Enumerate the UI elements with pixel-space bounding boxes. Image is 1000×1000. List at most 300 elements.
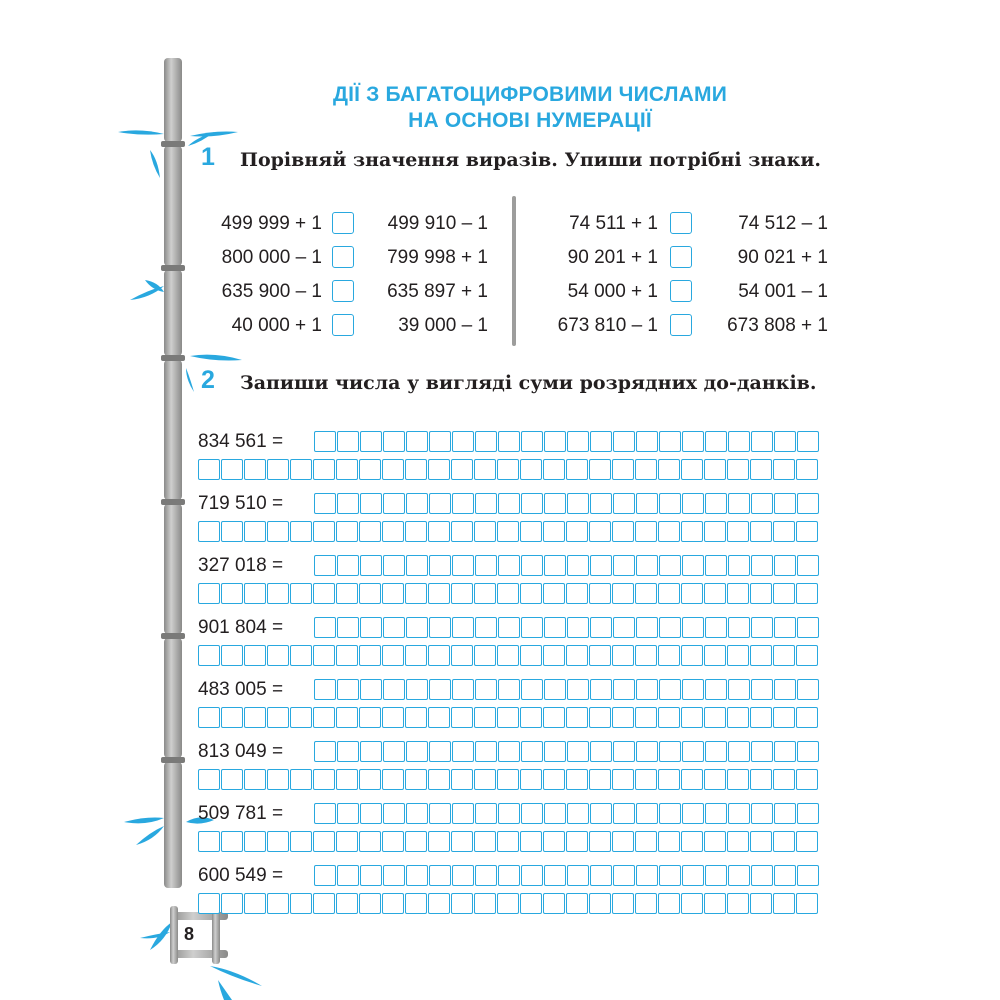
grid-cell[interactable] [544, 741, 566, 762]
grid-cell[interactable] [244, 583, 266, 604]
grid-cell[interactable] [451, 769, 473, 790]
grid-cell[interactable] [221, 459, 243, 480]
grid-cell[interactable] [567, 679, 589, 700]
grid-cell[interactable] [406, 741, 428, 762]
grid-cell[interactable] [544, 555, 566, 576]
grid-cell[interactable] [313, 769, 335, 790]
sign-answer-box[interactable] [670, 212, 692, 234]
grid-cell[interactable] [497, 769, 519, 790]
grid-cell[interactable] [429, 741, 451, 762]
grid-cell[interactable] [796, 459, 818, 480]
grid-cell[interactable] [589, 459, 611, 480]
grid-cell[interactable] [704, 521, 726, 542]
grid-cell[interactable] [497, 831, 519, 852]
grid-cell[interactable] [659, 865, 681, 886]
grid-cell[interactable] [314, 741, 336, 762]
grid-cell[interactable] [267, 459, 289, 480]
grid-cell[interactable] [796, 707, 818, 728]
grid-cell[interactable] [221, 583, 243, 604]
grid-cell[interactable] [544, 803, 566, 824]
grid-cell[interactable] [705, 741, 727, 762]
grid-cell[interactable] [543, 769, 565, 790]
grid-cell[interactable] [244, 769, 266, 790]
grid-cell[interactable] [774, 493, 796, 514]
grid-cell[interactable] [728, 493, 750, 514]
grid-cell[interactable] [728, 431, 750, 452]
grid-cell[interactable] [406, 617, 428, 638]
grid-cell[interactable] [520, 831, 542, 852]
grid-cell[interactable] [774, 555, 796, 576]
grid-cell[interactable] [359, 707, 381, 728]
grid-cell[interactable] [797, 865, 819, 886]
grid-cell[interactable] [360, 803, 382, 824]
grid-cell[interactable] [705, 679, 727, 700]
grid-cell[interactable] [566, 893, 588, 914]
grid-cell[interactable] [635, 583, 657, 604]
grid-cell[interactable] [429, 431, 451, 452]
grid-cell[interactable] [428, 707, 450, 728]
grid-cell[interactable] [727, 459, 749, 480]
grid-cell[interactable] [244, 521, 266, 542]
grid-cell[interactable] [773, 645, 795, 666]
grid-cell[interactable] [796, 831, 818, 852]
grid-cell[interactable] [290, 831, 312, 852]
grid-cell[interactable] [498, 493, 520, 514]
grid-cell[interactable] [727, 893, 749, 914]
grid-cell[interactable] [498, 679, 520, 700]
grid-cell[interactable] [704, 583, 726, 604]
answer-grid-row[interactable] [198, 831, 819, 852]
grid-cell[interactable] [566, 521, 588, 542]
grid-cell[interactable] [566, 769, 588, 790]
grid-cell[interactable] [452, 679, 474, 700]
grid-cell[interactable] [360, 679, 382, 700]
grid-cell[interactable] [359, 521, 381, 542]
answer-grid-row[interactable] [314, 679, 820, 700]
answer-grid-row[interactable] [314, 617, 820, 638]
grid-cell[interactable] [567, 741, 589, 762]
grid-cell[interactable] [797, 679, 819, 700]
sign-answer-box[interactable] [670, 314, 692, 336]
grid-cell[interactable] [750, 831, 772, 852]
grid-cell[interactable] [290, 521, 312, 542]
grid-cell[interactable] [290, 707, 312, 728]
grid-cell[interactable] [244, 459, 266, 480]
grid-cell[interactable] [635, 459, 657, 480]
grid-cell[interactable] [475, 431, 497, 452]
grid-cell[interactable] [682, 617, 704, 638]
grid-cell[interactable] [336, 645, 358, 666]
grid-cell[interactable] [544, 493, 566, 514]
grid-cell[interactable] [337, 741, 359, 762]
grid-cell[interactable] [498, 617, 520, 638]
grid-cell[interactable] [383, 865, 405, 886]
grid-cell[interactable] [428, 645, 450, 666]
grid-cell[interactable] [198, 521, 220, 542]
grid-cell[interactable] [727, 707, 749, 728]
grid-cell[interactable] [613, 617, 635, 638]
grid-cell[interactable] [566, 831, 588, 852]
grid-cell[interactable] [313, 707, 335, 728]
grid-cell[interactable] [267, 645, 289, 666]
grid-cell[interactable] [636, 555, 658, 576]
grid-cell[interactable] [727, 645, 749, 666]
grid-cell[interactable] [497, 521, 519, 542]
grid-cell[interactable] [589, 769, 611, 790]
grid-cell[interactable] [750, 707, 772, 728]
sign-answer-box[interactable] [670, 246, 692, 268]
grid-cell[interactable] [590, 865, 612, 886]
grid-cell[interactable] [636, 741, 658, 762]
grid-cell[interactable] [796, 645, 818, 666]
grid-cell[interactable] [498, 865, 520, 886]
grid-cell[interactable] [521, 555, 543, 576]
grid-cell[interactable] [544, 679, 566, 700]
grid-cell[interactable] [613, 679, 635, 700]
grid-cell[interactable] [451, 645, 473, 666]
grid-cell[interactable] [475, 493, 497, 514]
grid-cell[interactable] [314, 555, 336, 576]
grid-cell[interactable] [658, 645, 680, 666]
grid-cell[interactable] [589, 645, 611, 666]
grid-cell[interactable] [612, 459, 634, 480]
grid-cell[interactable] [590, 679, 612, 700]
grid-cell[interactable] [612, 521, 634, 542]
grid-cell[interactable] [728, 865, 750, 886]
grid-cell[interactable] [590, 431, 612, 452]
grid-cell[interactable] [497, 459, 519, 480]
grid-cell[interactable] [705, 803, 727, 824]
grid-cell[interactable] [267, 831, 289, 852]
grid-cell[interactable] [635, 769, 657, 790]
grid-cell[interactable] [452, 493, 474, 514]
grid-cell[interactable] [682, 431, 704, 452]
grid-cell[interactable] [359, 645, 381, 666]
grid-cell[interactable] [405, 831, 427, 852]
grid-cell[interactable] [520, 459, 542, 480]
grid-cell[interactable] [451, 521, 473, 542]
grid-cell[interactable] [659, 803, 681, 824]
grid-cell[interactable] [682, 493, 704, 514]
grid-cell[interactable] [475, 679, 497, 700]
grid-cell[interactable] [704, 645, 726, 666]
grid-cell[interactable] [567, 493, 589, 514]
grid-cell[interactable] [198, 645, 220, 666]
grid-cell[interactable] [612, 645, 634, 666]
grid-cell[interactable] [590, 493, 612, 514]
grid-cell[interactable] [405, 645, 427, 666]
grid-cell[interactable] [544, 431, 566, 452]
grid-cell[interactable] [613, 493, 635, 514]
grid-cell[interactable] [383, 617, 405, 638]
grid-cell[interactable] [521, 431, 543, 452]
grid-cell[interactable] [797, 493, 819, 514]
grid-cell[interactable] [429, 493, 451, 514]
grid-cell[interactable] [681, 769, 703, 790]
grid-cell[interactable] [704, 893, 726, 914]
grid-cell[interactable] [474, 893, 496, 914]
grid-cell[interactable] [474, 459, 496, 480]
grid-cell[interactable] [705, 865, 727, 886]
grid-cell[interactable] [359, 893, 381, 914]
grid-cell[interactable] [198, 707, 220, 728]
grid-cell[interactable] [382, 893, 404, 914]
grid-cell[interactable] [198, 769, 220, 790]
grid-cell[interactable] [267, 521, 289, 542]
grid-cell[interactable] [451, 459, 473, 480]
grid-cell[interactable] [336, 769, 358, 790]
grid-cell[interactable] [382, 769, 404, 790]
grid-cell[interactable] [797, 803, 819, 824]
grid-cell[interactable] [406, 431, 428, 452]
grid-cell[interactable] [705, 493, 727, 514]
grid-cell[interactable] [498, 555, 520, 576]
grid-cell[interactable] [428, 521, 450, 542]
answer-grid-row[interactable] [314, 741, 820, 762]
grid-cell[interactable] [773, 521, 795, 542]
grid-cell[interactable] [359, 769, 381, 790]
grid-cell[interactable] [750, 521, 772, 542]
grid-cell[interactable] [313, 645, 335, 666]
grid-cell[interactable] [221, 645, 243, 666]
grid-cell[interactable] [405, 893, 427, 914]
grid-cell[interactable] [543, 831, 565, 852]
grid-cell[interactable] [475, 741, 497, 762]
grid-cell[interactable] [497, 645, 519, 666]
grid-cell[interactable] [635, 521, 657, 542]
grid-cell[interactable] [659, 555, 681, 576]
grid-cell[interactable] [543, 707, 565, 728]
grid-cell[interactable] [613, 865, 635, 886]
grid-cell[interactable] [659, 741, 681, 762]
grid-cell[interactable] [336, 521, 358, 542]
grid-cell[interactable] [405, 583, 427, 604]
grid-cell[interactable] [682, 679, 704, 700]
grid-cell[interactable] [474, 707, 496, 728]
grid-cell[interactable] [658, 831, 680, 852]
grid-cell[interactable] [336, 707, 358, 728]
grid-cell[interactable] [475, 617, 497, 638]
grid-cell[interactable] [429, 679, 451, 700]
grid-cell[interactable] [290, 645, 312, 666]
grid-cell[interactable] [474, 769, 496, 790]
grid-cell[interactable] [751, 803, 773, 824]
grid-cell[interactable] [337, 431, 359, 452]
grid-cell[interactable] [406, 803, 428, 824]
grid-cell[interactable] [728, 803, 750, 824]
grid-cell[interactable] [636, 803, 658, 824]
grid-cell[interactable] [750, 583, 772, 604]
grid-cell[interactable] [751, 431, 773, 452]
grid-cell[interactable] [589, 583, 611, 604]
grid-cell[interactable] [796, 769, 818, 790]
grid-cell[interactable] [497, 583, 519, 604]
grid-cell[interactable] [659, 431, 681, 452]
grid-cell[interactable] [520, 583, 542, 604]
grid-cell[interactable] [428, 831, 450, 852]
grid-cell[interactable] [382, 707, 404, 728]
grid-cell[interactable] [636, 865, 658, 886]
grid-cell[interactable] [612, 831, 634, 852]
grid-cell[interactable] [429, 617, 451, 638]
grid-cell[interactable] [359, 459, 381, 480]
grid-cell[interactable] [682, 741, 704, 762]
grid-cell[interactable] [360, 741, 382, 762]
grid-cell[interactable] [773, 769, 795, 790]
sign-answer-box[interactable] [332, 212, 354, 234]
grid-cell[interactable] [751, 865, 773, 886]
grid-cell[interactable] [428, 583, 450, 604]
grid-cell[interactable] [543, 521, 565, 542]
grid-cell[interactable] [497, 707, 519, 728]
grid-cell[interactable] [428, 769, 450, 790]
grid-cell[interactable] [405, 707, 427, 728]
grid-cell[interactable] [428, 459, 450, 480]
grid-cell[interactable] [221, 521, 243, 542]
grid-cell[interactable] [244, 707, 266, 728]
grid-cell[interactable] [750, 459, 772, 480]
grid-cell[interactable] [705, 617, 727, 638]
grid-cell[interactable] [313, 459, 335, 480]
grid-cell[interactable] [314, 679, 336, 700]
grid-cell[interactable] [543, 583, 565, 604]
answer-grid-row[interactable] [198, 521, 819, 542]
grid-cell[interactable] [727, 831, 749, 852]
grid-cell[interactable] [382, 521, 404, 542]
grid-cell[interactable] [658, 583, 680, 604]
grid-cell[interactable] [267, 583, 289, 604]
grid-cell[interactable] [382, 583, 404, 604]
grid-cell[interactable] [704, 459, 726, 480]
grid-cell[interactable] [221, 707, 243, 728]
grid-cell[interactable] [290, 583, 312, 604]
grid-cell[interactable] [682, 555, 704, 576]
grid-cell[interactable] [590, 803, 612, 824]
grid-cell[interactable] [773, 707, 795, 728]
answer-grid-row[interactable] [314, 555, 820, 576]
grid-cell[interactable] [590, 741, 612, 762]
grid-cell[interactable] [636, 431, 658, 452]
grid-cell[interactable] [705, 555, 727, 576]
grid-cell[interactable] [635, 831, 657, 852]
answer-grid-row[interactable] [198, 707, 819, 728]
grid-cell[interactable] [337, 865, 359, 886]
answer-grid-row[interactable] [314, 865, 820, 886]
grid-cell[interactable] [658, 521, 680, 542]
grid-cell[interactable] [751, 679, 773, 700]
grid-cell[interactable] [590, 617, 612, 638]
grid-cell[interactable] [751, 493, 773, 514]
grid-cell[interactable] [728, 617, 750, 638]
grid-cell[interactable] [244, 645, 266, 666]
grid-cell[interactable] [543, 893, 565, 914]
grid-cell[interactable] [383, 741, 405, 762]
grid-cell[interactable] [244, 831, 266, 852]
sign-answer-box[interactable] [332, 314, 354, 336]
grid-cell[interactable] [474, 521, 496, 542]
grid-cell[interactable] [221, 893, 243, 914]
grid-cell[interactable] [797, 555, 819, 576]
grid-cell[interactable] [337, 493, 359, 514]
grid-cell[interactable] [267, 769, 289, 790]
grid-cell[interactable] [314, 493, 336, 514]
grid-cell[interactable] [681, 459, 703, 480]
grid-cell[interactable] [544, 617, 566, 638]
grid-cell[interactable] [314, 803, 336, 824]
grid-cell[interactable] [405, 459, 427, 480]
grid-cell[interactable] [589, 707, 611, 728]
grid-cell[interactable] [337, 617, 359, 638]
grid-cell[interactable] [314, 617, 336, 638]
grid-cell[interactable] [658, 707, 680, 728]
grid-cell[interactable] [567, 617, 589, 638]
grid-cell[interactable] [773, 893, 795, 914]
answer-grid-row[interactable] [198, 583, 819, 604]
grid-cell[interactable] [774, 865, 796, 886]
answer-grid-row[interactable] [198, 459, 819, 480]
grid-cell[interactable] [452, 741, 474, 762]
grid-cell[interactable] [751, 741, 773, 762]
grid-cell[interactable] [635, 707, 657, 728]
grid-cell[interactable] [750, 769, 772, 790]
grid-cell[interactable] [589, 521, 611, 542]
grid-cell[interactable] [682, 803, 704, 824]
grid-cell[interactable] [221, 769, 243, 790]
grid-cell[interactable] [383, 493, 405, 514]
grid-cell[interactable] [612, 583, 634, 604]
grid-cell[interactable] [567, 431, 589, 452]
grid-cell[interactable] [567, 803, 589, 824]
grid-cell[interactable] [360, 617, 382, 638]
grid-cell[interactable] [590, 555, 612, 576]
grid-cell[interactable] [727, 521, 749, 542]
grid-cell[interactable] [659, 493, 681, 514]
grid-cell[interactable] [452, 617, 474, 638]
grid-cell[interactable] [360, 555, 382, 576]
sign-answer-box[interactable] [670, 280, 692, 302]
grid-cell[interactable] [796, 521, 818, 542]
grid-cell[interactable] [521, 865, 543, 886]
grid-cell[interactable] [452, 865, 474, 886]
grid-cell[interactable] [751, 555, 773, 576]
grid-cell[interactable] [681, 893, 703, 914]
grid-cell[interactable] [521, 617, 543, 638]
grid-cell[interactable] [405, 521, 427, 542]
grid-cell[interactable] [198, 583, 220, 604]
grid-cell[interactable] [681, 645, 703, 666]
grid-cell[interactable] [727, 769, 749, 790]
grid-cell[interactable] [612, 893, 634, 914]
grid-cell[interactable] [774, 741, 796, 762]
grid-cell[interactable] [382, 459, 404, 480]
grid-cell[interactable] [728, 555, 750, 576]
answer-grid-row[interactable] [314, 803, 820, 824]
grid-cell[interactable] [198, 831, 220, 852]
answer-grid-row[interactable] [198, 645, 819, 666]
grid-cell[interactable] [313, 521, 335, 542]
grid-cell[interactable] [474, 583, 496, 604]
grid-cell[interactable] [359, 831, 381, 852]
grid-cell[interactable] [613, 741, 635, 762]
grid-cell[interactable] [797, 431, 819, 452]
grid-cell[interactable] [313, 893, 335, 914]
grid-cell[interactable] [658, 769, 680, 790]
grid-cell[interactable] [475, 865, 497, 886]
grid-cell[interactable] [773, 583, 795, 604]
grid-cell[interactable] [543, 645, 565, 666]
grid-cell[interactable] [290, 769, 312, 790]
grid-cell[interactable] [681, 583, 703, 604]
